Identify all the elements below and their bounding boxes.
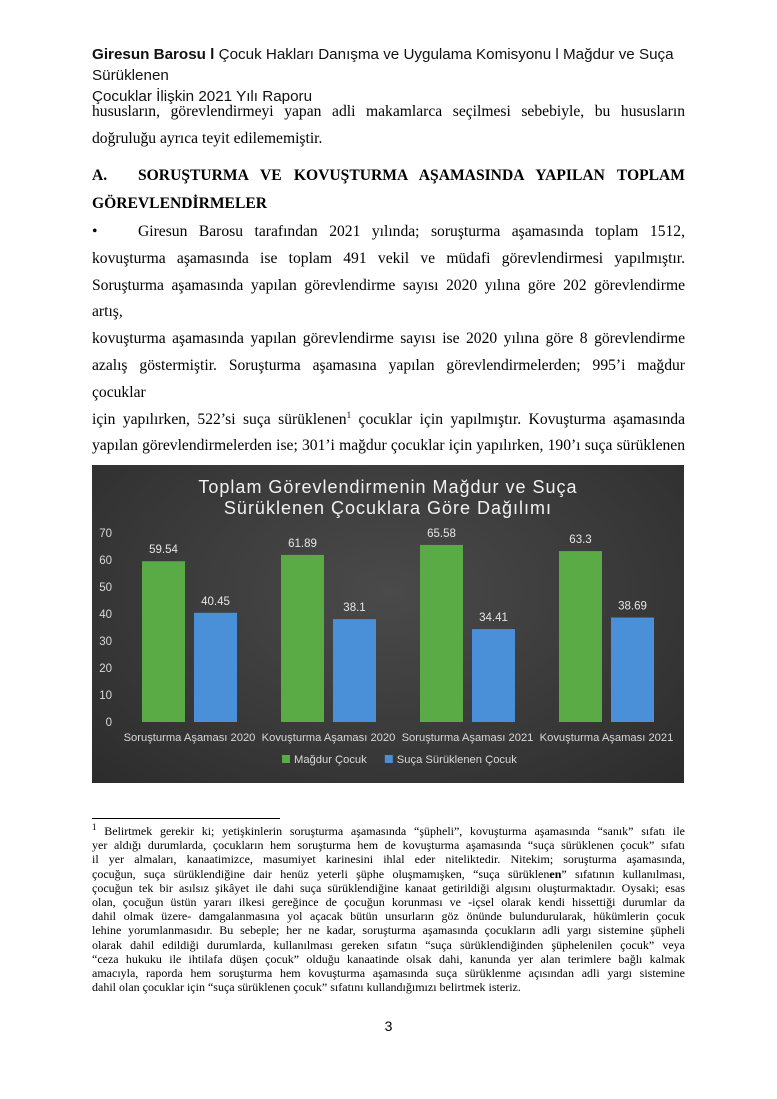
section-heading <box>92 162 685 218</box>
data-label: 63.3 <box>569 534 592 547</box>
footnote-line: il yer almaları, kanaatimizce, masumiyet karinesini ihlal eder niteliktedir. Nitekim; soruşturma aşamasında, <box>92 852 685 867</box>
chart-svg <box>92 465 684 783</box>
footnote-line: dahil olan çocuklar için “suça sürüklenen çocuk” sıfatını kullandığımızı belirtmek isteriz. <box>92 980 521 995</box>
footnote-divider <box>92 818 280 819</box>
page-header <box>92 44 692 107</box>
paragraph-line: yapılan görevlendirmelerden ise; 301’i mağdur çocuklar için yapılırken, 190’ı suça sürüklenen <box>92 437 685 455</box>
x-tick-label: Kovuşturma Aşaması 2020 <box>261 732 396 744</box>
bar <box>420 545 463 722</box>
bar <box>194 613 237 722</box>
header-org: Giresun Barosu l <box>92 46 215 63</box>
footnote-line: amacıyla, raporda hem soruşturma hem kovuşturma aşamasında suça sürüklenme açısından adli yargı sistemine <box>92 966 685 981</box>
paragraph-line: kovuşturma aşamasında yapılan görevlendirme sayısı ise 2020 yılına göre 8 görevlendirme <box>92 330 685 348</box>
header-title-line1: Çocuk Hakları Danışma ve Uygulama Komisyonu l Mağdur ve Suça Sürüklenen <box>92 46 674 84</box>
paragraph-text: çocuklar için yapılmıştır. Kovuşturma aşamasında <box>351 410 685 428</box>
paragraph-stats <box>92 219 685 487</box>
y-tick-label: 0 <box>105 717 112 729</box>
paragraph-line: doğruluğu ayrıca teyit edilememiştir. <box>92 129 323 147</box>
x-tick-label: Kovuşturma Aşaması 2021 <box>539 732 674 744</box>
data-label: 38.69 <box>618 600 647 613</box>
legend-entry: Mağdur Çocuk <box>294 754 367 766</box>
footnote-line <box>92 824 685 838</box>
x-tick-label: Soruşturma Aşaması 2021 <box>401 732 534 744</box>
paragraph-line: hususların, görevlendirmeyi yapan adli makamlarca seçilmesi sebebiyle, bu hususların <box>92 103 685 120</box>
y-tick-label: 20 <box>99 663 112 675</box>
footnote-line: yer aldığı durumlarda, çocukların hem soruşturma hem de kovuşturma aşamasında “suça sürüklenen çocuk” sıfatı <box>92 838 685 853</box>
paragraph-line: kovuşturma aşamasında ise toplam 491 vekil ve müdafi görevlendirmesi yapılmıştır. <box>92 249 685 267</box>
footnote <box>92 824 685 994</box>
legend-swatch <box>385 755 393 763</box>
bar <box>281 555 324 722</box>
data-label: 40.45 <box>201 595 230 608</box>
footnote-line: dahil olmak üzere- damgalanmasına yol açacak bütün unsurların göz önünde bulundurularak, hükümlerin çocuk <box>92 909 685 924</box>
paragraph-line: Soruşturma aşamasında yapılan görevlendirme sayısı 2020 yılına göre 202 görevlendirme artış, <box>92 276 685 321</box>
y-tick-label: 40 <box>99 609 112 621</box>
chart-title-line2: Sürüklenen Çocuklara Göre Dağılımı <box>223 498 553 518</box>
section-title-line1: SORUŞTURMA VE KOVUŞTURMA AŞAMASINDA YAPILAN TOPLAM <box>138 167 685 184</box>
paragraph-intro <box>92 99 685 153</box>
chart-title-line1: Toplam Görevlendirmenin Mağdur ve Suça <box>198 477 578 497</box>
footnote-line: olan, çocuğun üstün yararı ilkesi gereğince de çocuğun korunması ve -içsel olarak kendi hissettiği durumlar da <box>92 895 685 910</box>
y-tick-label: 10 <box>99 690 112 702</box>
legend-entry: Suça Sürüklenen Çocuk <box>396 754 517 766</box>
footnote-text: çocuğun, suça sürüklendiğine dair henüz yeterli şüphe oluşmamışken, “suça sürüklen <box>92 866 550 881</box>
section-title-line2: GÖREVLENDİRMELER <box>92 195 268 212</box>
bar <box>559 551 602 722</box>
paragraph-line: azalış göstermiştir. Soruşturma aşamasına yapılan görevlendirmelerden; 995’i mağdur çocuklar <box>92 356 685 401</box>
data-label: 59.54 <box>149 544 178 557</box>
data-label: 38.1 <box>343 602 366 615</box>
bar-chart <box>92 465 684 783</box>
footnote-emphasis: en <box>549 866 562 881</box>
footnote-line: “ceza hukuku ile ihtilafa düşen çocuk” olduğu kanaatinde olsak dahi, kanunda yer alan terimlere bağlı kalmak <box>92 951 685 966</box>
paragraph-line <box>92 407 685 434</box>
bar <box>333 619 376 722</box>
y-tick-label: 70 <box>99 528 112 540</box>
footnote-line: olarak dahil edildiği durumlarda, kullanılması gereken sıfatın “suça sürüklendiğinden şüphelenilen çocuk” veya <box>92 937 685 952</box>
data-label: 61.89 <box>288 537 317 550</box>
footnote-line: çocuğun tek bir asılsız şikâyet ile dahi suça sürüklendiğine kanaat getirildiği algısını oluşturmaktadır. Oysaki; esas <box>92 880 685 895</box>
footnote-text: ” sıfatının kullanılması, <box>561 866 685 881</box>
footnote-number: 1 <box>92 822 97 832</box>
header-title-line2: Çocuklar İlişkin 2021 Yılı Raporu <box>92 88 313 105</box>
bar <box>142 561 185 722</box>
footnote-reference[interactable]: 1 <box>346 409 352 420</box>
paragraph-text: için yapılırken, 522’si suça sürüklenen <box>92 410 347 428</box>
section-letter: A. <box>92 167 108 184</box>
y-tick-label: 60 <box>99 555 112 567</box>
footnote-line: lehine yorumlanmasıdır. Bu sebeple; her ne kadar, soruşturma aşamasında çocukların adli yargı sistemine şüpheli <box>92 923 685 938</box>
legend-swatch <box>282 755 290 763</box>
bullet-icon: • <box>92 223 98 240</box>
page-number: 3 <box>384 1018 393 1034</box>
y-tick-label: 30 <box>99 636 112 648</box>
footnote-text: Belirtmek gerekir ki; yetişkinlerin soruşturma aşamasında “şüpheli”, kovuşturma aşamasında “sanık” sıfatı ile <box>96 824 685 838</box>
x-tick-label: Soruşturma Aşaması 2020 <box>123 732 256 744</box>
paragraph-line: Giresun Barosu tarafından 2021 yılında; soruşturma aşamasında toplam 1512, <box>138 223 685 240</box>
data-label: 65.58 <box>427 527 456 540</box>
bar <box>611 618 654 722</box>
data-label: 34.41 <box>479 612 508 625</box>
y-tick-label: 50 <box>99 582 112 594</box>
bar <box>472 629 515 722</box>
footnote-line <box>92 867 685 881</box>
